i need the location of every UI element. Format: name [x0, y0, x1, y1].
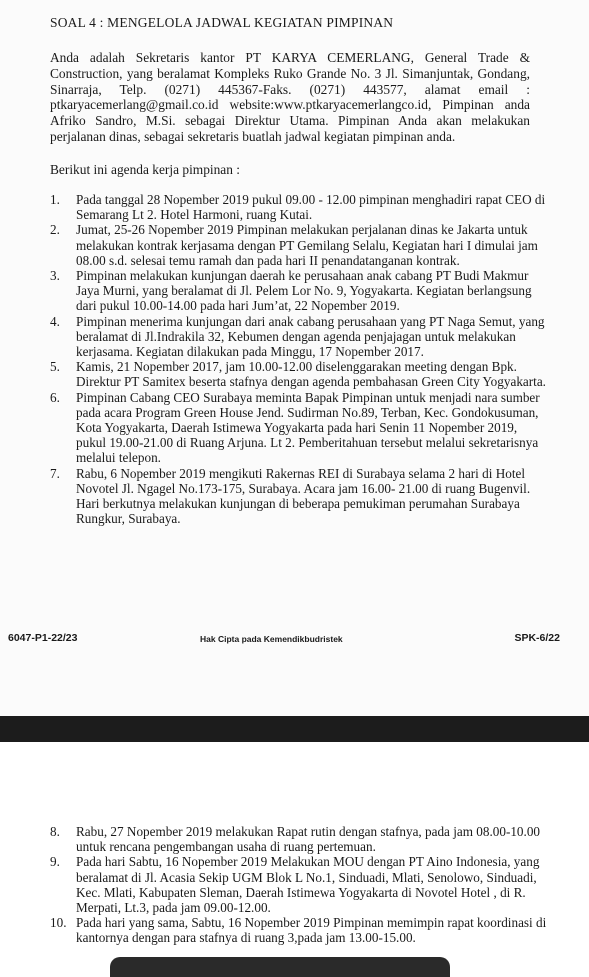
- list-item: [50, 359, 550, 389]
- item-number: 8.: [50, 824, 60, 839]
- item-number: 3.: [50, 268, 60, 284]
- item-text: Pada hari yang sama, Sabtu, 16 Nopember 2019 Pimpinan memimpin rapat koordinasi di kantornya dengan para stafnya di ruang 3,pada jam 13.00-15.00.: [76, 915, 547, 946]
- footer-code: 6047-P1-22/23: [8, 632, 78, 644]
- item-text: Jumat, 25-26 Nopember 2019 Pimpinan melakukan perjalanan dinas ke Jakarta untuk melakukan kontrak kerjasama dengan PT Gemilang Selalu, Kegiatan hari I dimulai jam 08.00 s.d. selesai temu ramah dan pada hari II penandatanganan kontrak.: [76, 222, 538, 268]
- item-number: 2.: [50, 222, 60, 238]
- list-item: [50, 222, 550, 268]
- item-number: 4.: [50, 313, 60, 329]
- item-number: 7.: [50, 465, 60, 481]
- item-text: Pimpinan Cabang CEO Surabaya meminta Bapak Pimpinan untuk menjadi nara sumber pada acara Program Green House Jend. Sudirman No.89, Terban, Kec. Gondokusuman, Kota Yogyakarta, Daerah Istimewa Yogyakarta pada hari Senin 11 Nopember 2019, pukul 19.00-21.00 di Ruang Arjuna. Lt 2. Pemberitahuan tersebut melalui sekretarisnya melalui telepon.: [76, 389, 540, 466]
- agenda-heading: Berikut ini agenda kerja pimpinan :: [50, 162, 241, 177]
- intro-paragraph: Anda adalah Sekretaris kantor PT KARYA CEMERLANG, General Trade & Construction, yang beralamat Kompleks Ruko Grande No. 3 Jl. Simanjuntak, Gondang, Sinarraja, Telp. (0271) 445367-Faks. (0271) 443577, alamat email : ptkaryacemerlang@gmail.co.id website:www.ptkaryacemerlangco.id, Pimpinan anda Afriko Sandro, M.Si. sebagai Direktur Utama. Pimpinan Anda akan melakukan perjalanan dinas, sebagai sekretaris buatlah jadwal kegiatan pimpinan anda.: [50, 50, 530, 144]
- list-item: [50, 466, 550, 527]
- list-item: [50, 314, 550, 360]
- agenda-list: [50, 192, 550, 526]
- list-item: [50, 824, 550, 854]
- item-number: 10.: [50, 915, 67, 931]
- list-item: [50, 268, 550, 314]
- footer-copyright: Hak Cipta pada Kemendikbudristek: [200, 634, 343, 644]
- agenda-list-continued: [50, 824, 550, 946]
- document-title: SOAL 4 : MENGELOLA JADWAL KEGIATAN PIMPINAN: [50, 15, 394, 30]
- footer-page-number: SPK-6/22: [514, 632, 560, 644]
- item-text: Rabu, 6 Nopember 2019 mengikuti Rakernas REI di Surabaya selama 2 hari di Hotel Novotel Jl. Ngagel No.173-175, Surabaya. Acara jam 16.00- 21.00 di ruang Bugenvil. Hari berkutnya melakukan kunjungan di beberapa pemukiman perumahan Surabaya Rungkur, Surabaya.: [76, 465, 531, 527]
- item-number: 5.: [50, 359, 60, 375]
- item-number: 1.: [50, 192, 60, 207]
- item-text: Pada tanggal 28 Nopember 2019 pukul 09.00 - 12.00 pimpinan menghadiri rapat CEO di Semarang Lt 2. Hotel Harmoni, ruang Kutai.: [76, 192, 546, 223]
- item-text: Rabu, 27 Nopember 2019 melakukan Rapat rutin dengan stafnya, pada jam 08.00-10.00 untuk rencana pengembangan usaha di ruang pertemuan.: [76, 824, 541, 855]
- list-item: [50, 915, 550, 945]
- list-item: [50, 192, 550, 222]
- item-text: Pada hari Sabtu, 16 Nopember 2019 Melakukan MOU dengan PT Aino Indonesia, yang beralamat di Jl. Acasia Sekip UGM Blok L No.1, Sinduadi, Mlati, Senolowo, Sinduadi, Kec. Mlati, Kabupaten Sleman, Daerah Istimewa Yogyakarta di Novotel Hotel , di R. Merpati, Lt.3, pada jam 09.00-12.00.: [76, 854, 540, 916]
- bottom-overlay-bar: [110, 957, 450, 977]
- item-text: Pimpinan menerima kunjungan dari anak cabang perusahaan yang PT Naga Semut, yang beralamat di Jl.Indrakila 32, Kebumen dengan agenda penjajagan untuk melakukan kerjasama. Kegiatan dilakukan pada Minggu, 17 Nopember 2017.: [76, 313, 545, 360]
- list-item: [50, 390, 550, 466]
- item-text: Kamis, 21 Nopember 2017, jam 10.00-12.00 diselenggarakan meeting dengan Bpk. Direktur PT Samitex beserta stafnya dengan agenda pembahasan Green City Yogyakarta.: [76, 359, 546, 390]
- item-text: Pimpinan melakukan kunjungan daerah ke perusahaan anak cabang PT Budi Makmur Jaya Murni, yang beralamat di Jl. Pelem Lor No. 9, Yogyakarta. Kegiatan berlangsung dari pukul 10.00-14.00 pada hari Jum’at, 22 Nopember 2019.: [76, 268, 532, 314]
- page-divider: [0, 716, 589, 742]
- list-item: [50, 854, 550, 915]
- item-number: 9.: [50, 854, 60, 870]
- item-number: 6.: [50, 389, 60, 405]
